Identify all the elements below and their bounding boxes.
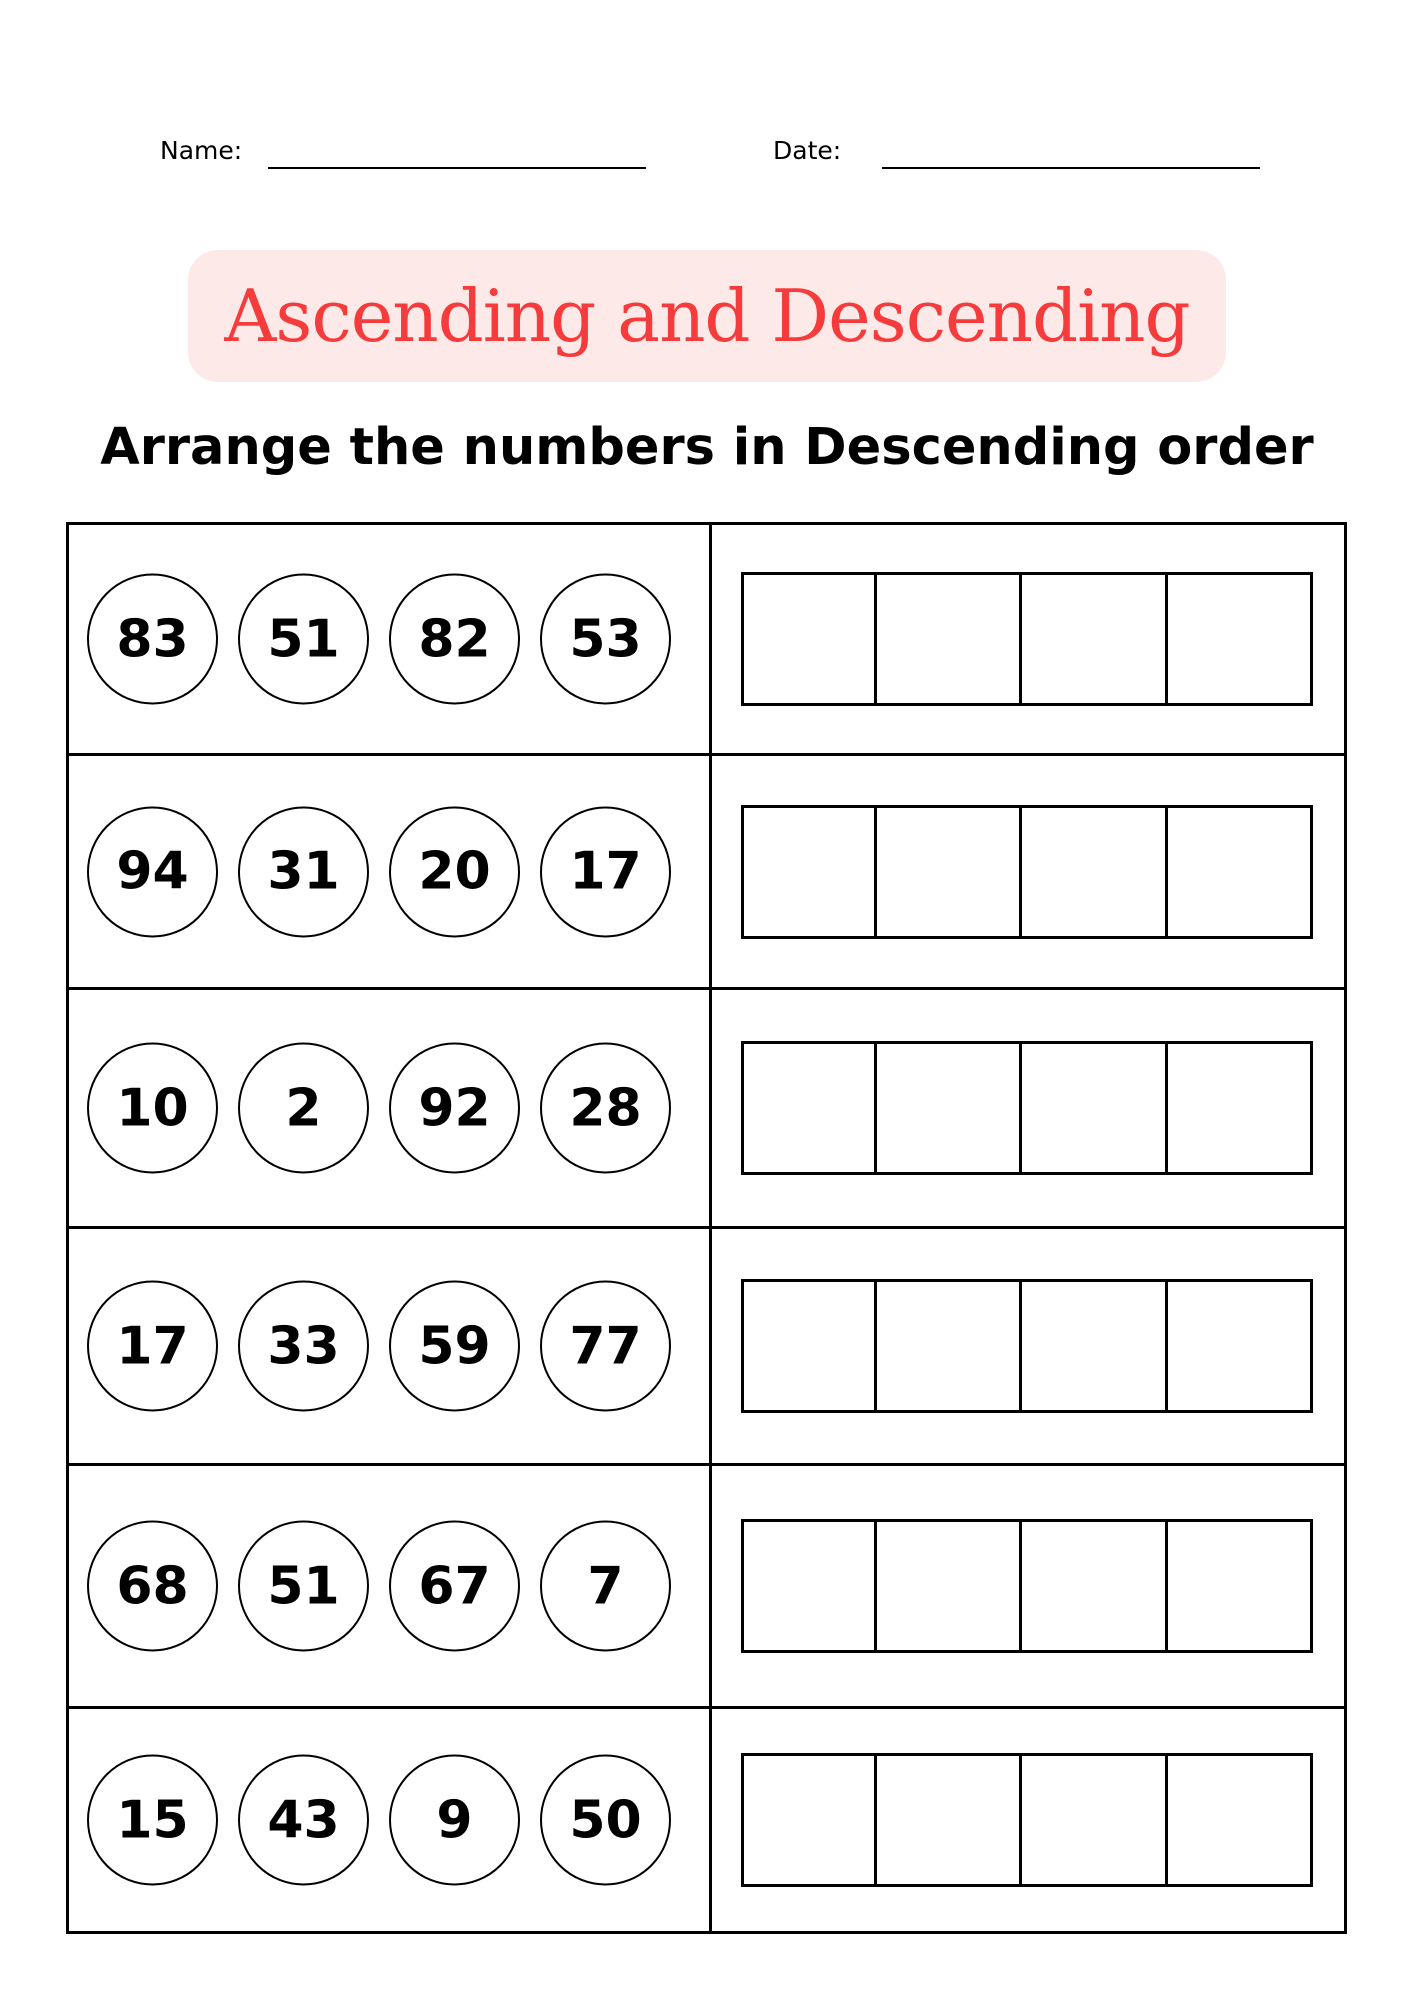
- answer-boxes: [741, 1519, 1313, 1653]
- date-label: Date:: [773, 136, 842, 165]
- answer-box[interactable]: [744, 1282, 874, 1410]
- number-circle: 67: [389, 1521, 520, 1652]
- number-circle: 51: [238, 574, 369, 705]
- number-circle: 51: [238, 1521, 369, 1652]
- number-set: [87, 1755, 671, 1886]
- answer-box[interactable]: [874, 575, 1019, 703]
- instruction-text: Arrange the numbers in Descending order: [100, 418, 1314, 477]
- answer-box[interactable]: [874, 1756, 1019, 1884]
- exercise-row: [69, 1226, 1344, 1463]
- number-circle: 31: [238, 806, 369, 937]
- answer-box[interactable]: [744, 808, 874, 936]
- exercise-row: [69, 987, 1344, 1226]
- answer-box[interactable]: [1165, 575, 1310, 703]
- answer-box[interactable]: [744, 1522, 874, 1650]
- number-set: [87, 1043, 671, 1174]
- number-set: [87, 1521, 671, 1652]
- answer-box[interactable]: [1019, 1282, 1164, 1410]
- answer-box[interactable]: [1019, 808, 1164, 936]
- exercise-row: [69, 525, 1344, 753]
- number-circle: 17: [540, 806, 671, 937]
- number-set: [87, 806, 671, 937]
- number-circle: 94: [87, 806, 218, 937]
- number-circle: 33: [238, 1281, 369, 1412]
- answer-box[interactable]: [744, 1756, 874, 1884]
- number-circle: 92: [389, 1043, 520, 1174]
- number-set: [87, 1281, 671, 1412]
- number-circle: 28: [540, 1043, 671, 1174]
- number-circle: 15: [87, 1755, 218, 1886]
- answer-box[interactable]: [1019, 575, 1164, 703]
- answer-box[interactable]: [744, 1044, 874, 1172]
- worksheet-title: Ascending and Descending: [224, 274, 1190, 358]
- number-circle: 2: [238, 1043, 369, 1174]
- answer-box[interactable]: [874, 1282, 1019, 1410]
- answer-box[interactable]: [1165, 1044, 1310, 1172]
- answer-box[interactable]: [744, 575, 874, 703]
- number-circle: 77: [540, 1281, 671, 1412]
- answer-box[interactable]: [1019, 1756, 1164, 1884]
- number-circle: 20: [389, 806, 520, 937]
- date-field[interactable]: [882, 167, 1260, 169]
- answer-boxes: [741, 1279, 1313, 1413]
- number-circle: 50: [540, 1755, 671, 1886]
- number-circle: 68: [87, 1521, 218, 1652]
- answer-boxes: [741, 805, 1313, 939]
- number-set: [87, 574, 671, 705]
- number-circle: 10: [87, 1043, 218, 1174]
- number-circle: 83: [87, 574, 218, 705]
- name-field[interactable]: [268, 167, 646, 169]
- answer-boxes: [741, 1041, 1313, 1175]
- answer-box[interactable]: [874, 1522, 1019, 1650]
- number-circle: 7: [540, 1521, 671, 1652]
- answer-box[interactable]: [1019, 1044, 1164, 1172]
- exercise-row: [69, 1463, 1344, 1706]
- answer-box[interactable]: [1165, 1756, 1310, 1884]
- number-circle: 59: [389, 1281, 520, 1412]
- number-circle: 53: [540, 574, 671, 705]
- exercise-row: [69, 753, 1344, 987]
- number-circle: 82: [389, 574, 520, 705]
- number-circle: 43: [238, 1755, 369, 1886]
- answer-box[interactable]: [874, 1044, 1019, 1172]
- answer-boxes: [741, 572, 1313, 706]
- number-circle: 17: [87, 1281, 218, 1412]
- name-label: Name:: [160, 136, 243, 165]
- answer-box[interactable]: [1165, 1522, 1310, 1650]
- exercise-table: [66, 522, 1347, 1934]
- answer-box[interactable]: [1165, 808, 1310, 936]
- answer-box[interactable]: [1019, 1522, 1164, 1650]
- answer-box[interactable]: [1165, 1282, 1310, 1410]
- answer-box[interactable]: [874, 808, 1019, 936]
- number-circle: 9: [389, 1755, 520, 1886]
- title-banner: [188, 250, 1226, 382]
- exercise-row: [69, 1706, 1344, 1931]
- answer-boxes: [741, 1753, 1313, 1887]
